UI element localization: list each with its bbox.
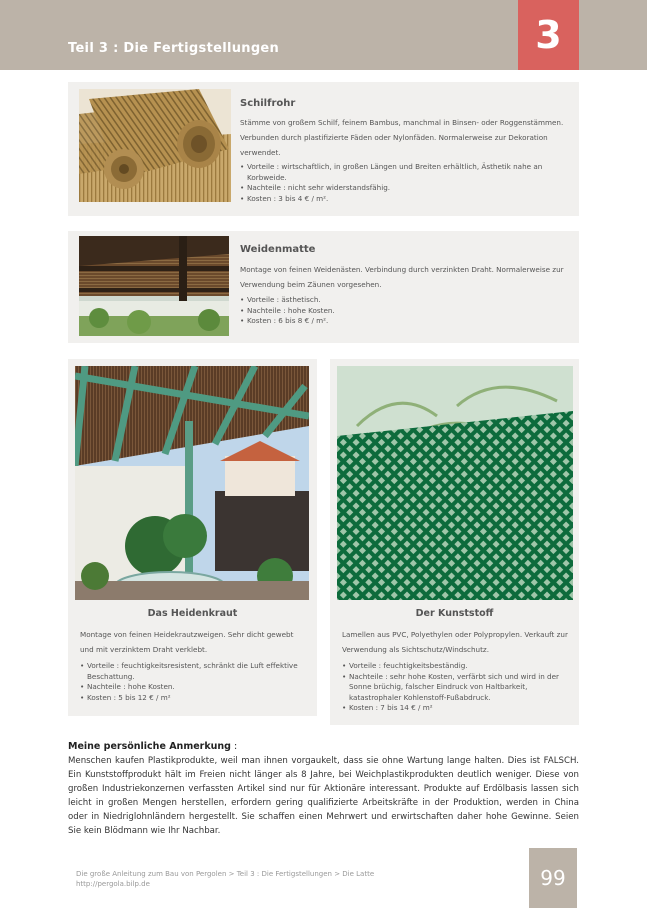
note-heading: [68, 741, 237, 752]
list-item: • Nachteile : hohe Kosten.: [240, 306, 565, 317]
list-item: • Vorteile : feuchtigkeitsbeständig.: [342, 661, 570, 672]
weidenmatte-title: Weidenmatte: [240, 244, 316, 255]
list-item: • Vorteile : ästhetisch.: [240, 295, 565, 306]
weidenmatte-bullets: [240, 295, 565, 327]
heidenkraut-photo: [75, 366, 309, 600]
list-item: • Nachteile : hohe Kosten.: [80, 682, 308, 693]
weidenmatte-photo: [79, 236, 229, 336]
schilfrohr-bullets: [240, 162, 565, 204]
list-item: • Kosten : 7 bis 14 € / m²: [342, 703, 570, 714]
list-item: • Kosten : 5 bis 12 € / m²: [80, 693, 308, 704]
heidenkraut-card: [68, 359, 317, 716]
kunststoff-photo: [337, 366, 573, 600]
footer-breadcrumb: Die große Anleitung zum Bau von Pergolen > Teil 3 : Die Fertigstellungen > Die Latte: [76, 870, 375, 878]
list-item: • Nachteile : nicht sehr widerstandsfähig.: [240, 183, 565, 194]
weidenmatte-description: Montage von feinen Weidenästen. Verbindung durch verzinkten Draht. Normalerweise zur Verwendung beim Zäunen vorgesehen.: [240, 265, 564, 289]
kunststoff-description: Lamellen aus PVC, Polyethylen oder Polypropylen. Verkauft zur Verwendung als Sichtschutz/Windschutz.: [342, 630, 568, 654]
page-number-badge: 99: [529, 848, 577, 908]
kunststoff-card: [330, 359, 579, 725]
footer: [76, 869, 374, 889]
weidenmatte-card: [68, 231, 579, 343]
kunststoff-bullets: [342, 661, 570, 714]
kunststoff-caption: Der Kunststoff: [415, 608, 494, 619]
note-title-suffix: :: [230, 741, 238, 752]
schilfrohr-photo: [79, 89, 231, 202]
heidenkraut-caption: Das Heidenkraut: [147, 608, 238, 619]
footer-url[interactable]: http://pergola.bilp.de: [76, 880, 150, 888]
schilfrohr-title: Schilfrohr: [240, 98, 296, 109]
list-item: • Kosten : 6 bis 8 € / m².: [240, 316, 565, 327]
heidenkraut-description: Montage von feinen Heidekrautzweigen. Sehr dicht gewebt und mit verzinktem Draht verklebt.: [80, 630, 294, 654]
list-item: • Vorteile : feuchtigkeitsresistent, schränkt die Luft effektive Beschattung.: [80, 661, 308, 682]
list-item: • Vorteile : wirtschaftlich, in großen Längen und Breiten erhältlich, Ästhetik nahe an Korbweide.: [240, 162, 565, 183]
chapter-number-badge: 3: [518, 0, 579, 70]
note-title: Meine persönliche Anmerkung: [68, 741, 231, 752]
note-body: Menschen kaufen Plastikprodukte, weil man ihnen vorgaukelt, dass sie ohne Wartung lange halten. Dies ist FALSCH. Ein Kunststoffprodukt hält im Freien nicht länger als 8 Jahre, bei Weichplastikprodukten deutlich weniger. Diese von großen Industriekonzernen verfassten Artikel sind nur für Aktionäre interessant. Produkte auf Erdölbasis lassen sich leicht in großen Mengen herstellen, erfordern gering qualifizierte Arbeitskräfte in der Produktion, werden in China oder in Niedriglohnländern hergestellt. Sie schaffen einen Mehrwert und erwirtschaften daher hohe Gewinne. Seien Sie kein Blödmann wie Ihr Nachbar.: [68, 756, 579, 836]
list-item: • Kosten : 3 bis 4 € / m².: [240, 194, 565, 205]
list-item: • Nachteile : sehr hohe Kosten, verfärbt sich und wird in der Sonne brüchig, falscher Eindruck von Haltbarkeit, katastrophaler Kohlenstoff-Fußabdruck.: [342, 672, 570, 704]
schilfrohr-card: [68, 82, 579, 216]
schilfrohr-description: Stämme von großem Schilf, feinem Bambus, manchmal in Binsen- oder Roggenstämmen. Verbunden durch plastifizierte Fäden oder Nylonfäden. Normalerweise zur Dekoration verwendet.: [240, 118, 564, 157]
heidenkraut-bullets: [80, 661, 308, 703]
section-title: Teil 3 : Die Fertigstellungen: [68, 41, 280, 56]
